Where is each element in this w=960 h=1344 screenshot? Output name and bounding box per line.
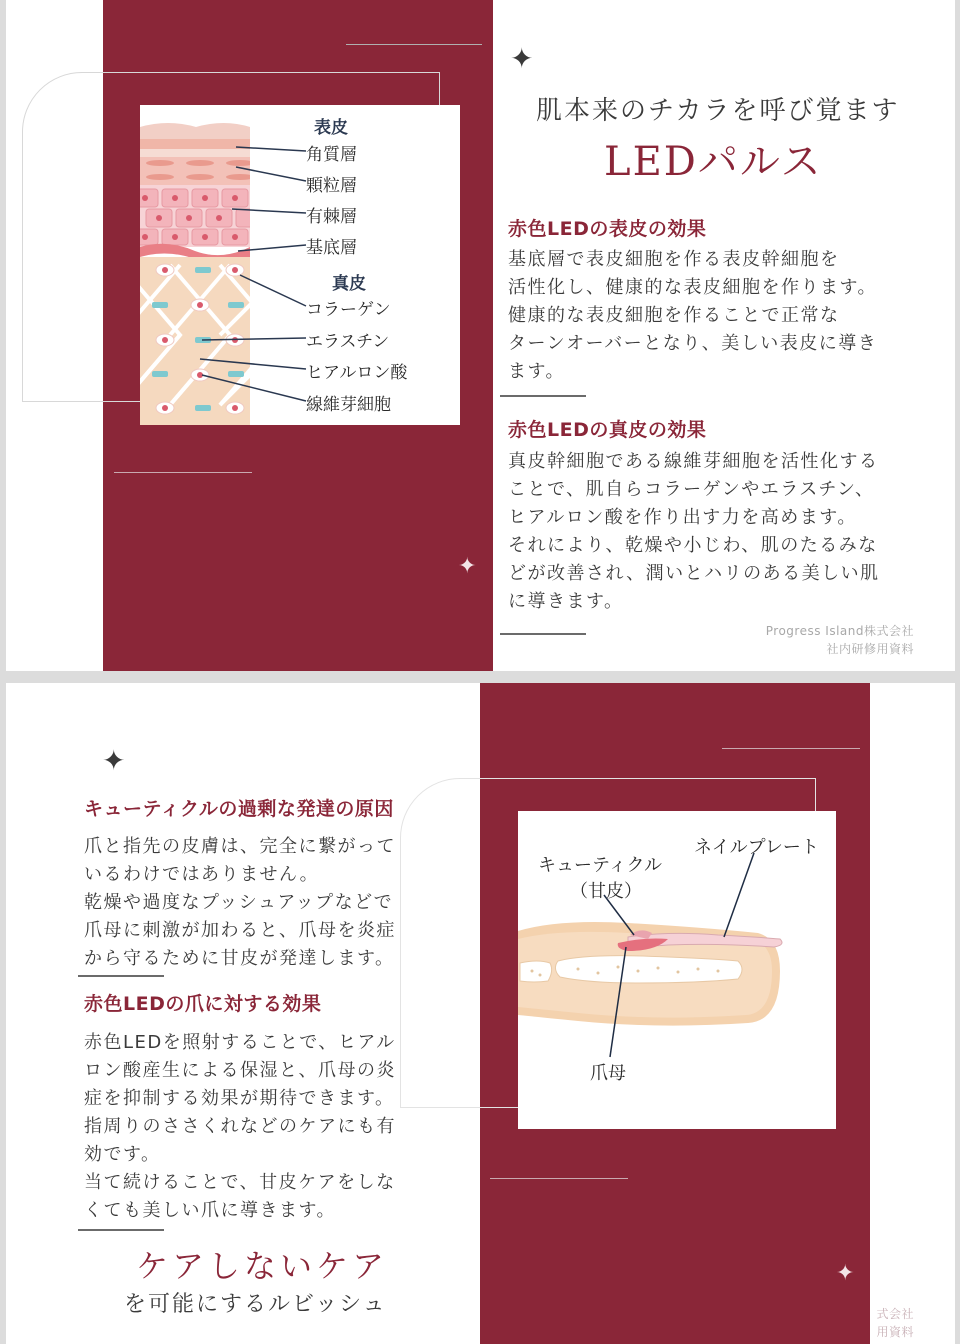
section-heading: 赤色LEDの表皮の効果 — [508, 218, 707, 240]
tagline: ケアしないケア — [136, 1247, 389, 1285]
page-title: LEDパルス — [604, 139, 823, 185]
divider — [78, 975, 164, 977]
section-heading: 赤色LEDの真皮の効果 — [508, 419, 707, 441]
sparkle-icon: ✦ — [510, 42, 534, 75]
section-body: 基底層で表皮細胞を作る表皮幹細胞を 活性化し、健康的な表皮細胞を作ります。 健康的な表皮細胞を作ることで正常な ターンオーバーとなり、美しい表皮に導き ます。 — [508, 249, 878, 382]
dermis-label-fibroblast: 線維芽細胞 — [306, 395, 391, 415]
divider — [78, 1229, 164, 1231]
sparkle-icon: ✦ — [102, 744, 126, 777]
cuticle-label: キューティクル — [538, 855, 663, 876]
page-1 — [6, 0, 955, 671]
divider — [114, 472, 252, 473]
epidermis-title: 表皮 — [314, 118, 348, 138]
footer-company: Progress Island株式会社 — [765, 624, 914, 638]
sparkle-icon: ✦ — [836, 1261, 855, 1286]
section-heading: キューティクルの過剰な発達の原因 — [84, 798, 394, 820]
section-body: 爪と指先の皮膚は、完全に繋がって いるわけではありません。 乾燥や過度なプッシュアップなどで 爪母に刺激が加わると、爪母を炎症 から守るために甘皮が発達します。 — [84, 836, 396, 969]
cuticle-sub-label: （甘皮） — [570, 881, 642, 902]
section-body: 赤色LEDを照射することで、ヒアル ロン酸産生による保湿と、爪母の炎 症を抑制する効果が期待できます。 指周りのささくれなどのケアにも有 効です。 当て続けることで、甘皮ケアをしな くても美しい爪に導きます。 — [84, 1032, 396, 1221]
page-subtitle: 肌本来のチカラを呼び覚ます — [536, 96, 900, 126]
layer-label-spinous: 有棘層 — [306, 207, 357, 227]
nail-diagram — [518, 811, 836, 1129]
matrix-label: 爪母 — [590, 1063, 626, 1084]
divider — [490, 1178, 628, 1179]
layer-label-corneum: 角質層 — [306, 145, 357, 165]
footer-company: 式会社 — [876, 1307, 914, 1321]
divider — [500, 395, 586, 397]
dermis-label-hyaluronic: ヒアルロン酸 — [306, 363, 408, 383]
tagline-sub: を可能にするルビッシュ — [124, 1292, 387, 1317]
section-body: 真皮幹細胞である線維芽細胞を活性化する ことで、肌自らコラーゲンやエラスチン、 ヒアルロン酸を作り出す力を高めます。 それにより、乾燥や小じわ、肌のたるみな どが改善され、潤いとハリのある美しい肌 に導きます。 — [508, 451, 880, 612]
layer-label-granular: 顆粒層 — [306, 176, 357, 196]
dermis-title: 真皮 — [332, 274, 366, 294]
dermis-label-collagen: コラーゲン — [306, 300, 391, 320]
footer-note: 用資料 — [876, 1325, 914, 1339]
nail-plate-label: ネイルプレート — [694, 837, 819, 858]
page-2 — [6, 683, 955, 1344]
skin-cross-section — [140, 105, 460, 425]
dermis-label-elastin: エラスチン — [306, 332, 390, 352]
skin-diagram — [140, 105, 460, 425]
sparkle-icon: ✦ — [458, 554, 477, 579]
divider — [346, 44, 482, 45]
divider — [500, 633, 586, 635]
layer-label-basal: 基底層 — [306, 238, 357, 258]
divider — [722, 748, 860, 749]
section-heading: 赤色LEDの爪に対する効果 — [84, 993, 322, 1015]
footer-note: 社内研修用資料 — [826, 642, 914, 656]
